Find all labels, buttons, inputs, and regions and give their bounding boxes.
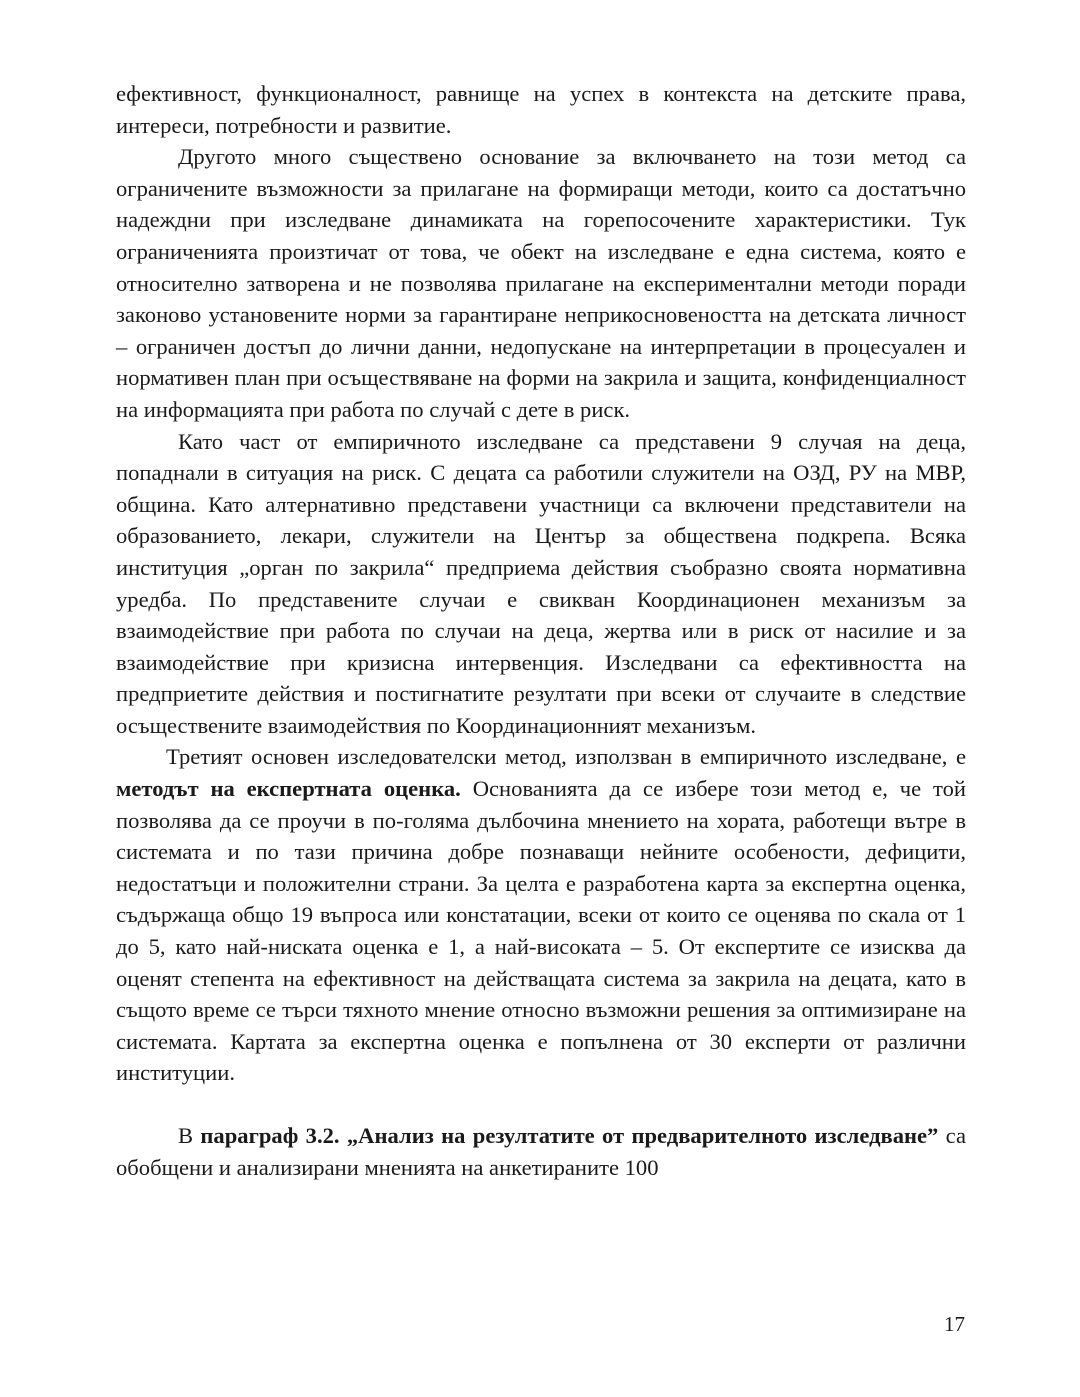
page-number: 17 (944, 1312, 965, 1336)
paragraph-section-reference (116, 1120, 966, 1183)
paragraph-method-justification: Другото много съществено основание за включването на този метод са ограничените възможности за прилагане на формиращи методи, които са достатъчно надеждни при изследване динамиката на горепосочените характеристики. Тук ограниченията произтичат от това, че обект на изследване е една система, която е относително затворена и не позволява прилагане на експериментални методи поради законово установените норми за гарантиране неприкосновеността на детската личност – ограничен достъп до лични данни, недопускане на интерпретации в процесуален и нормативен план при осъществяване на форми на закрила и защита, конфиденциалност на информацията при работа по случай с дете в риск. (116, 144, 966, 422)
bold-section-title: параграф 3.2. „Анализ на резултатите от предварителното изследване” (200, 1123, 939, 1148)
paragraph-text: Третият основен изследователски метод, използван в емпиричното изследване, е (166, 744, 966, 770)
paragraph-continuation: ефективност, функционалност, равнище на успех в контекста на детските права, интереси, потребности и развитие. (116, 81, 966, 138)
paragraph-text: Основанията да се избере този метод е, че той позволява да се проучи в по-голяма дълбочина мнението на хората, работещи вътре в системата и по тази причина добре познаващи нейните особености, дефицити, недостатъци и положителни страни. За целта е разработена карта за експертна оценка, съдържаща общо 19 въпроса или констатации, всеки от които се оценява по скала от 1 до 5, като най-ниската оценка е 1, а най-високата – 5. От експертите се изисква да оценят степента на ефективност на действащата система за закрила на децата, като в същото време се търси тяхното мнение относно възможни решения за оптимизиране на системата. Картата за експертна оценка е попълнена от 30 експерти от различни институции. (116, 776, 966, 1086)
paragraph-text: В (178, 1123, 201, 1148)
document-body (116, 78, 966, 1183)
bold-term: методът на експертната оценка. (116, 776, 461, 802)
paragraph-text: са обобщени и анализирани мненията на анкетираните 100 (116, 1123, 967, 1180)
paragraph-expert-assessment (116, 741, 966, 1089)
paragraph-case-studies: Като част от емпиричното изследване са представени 9 случая на деца, попаднали в ситуация на риск. С децата са работили служители на ОЗД, РУ на МВР, община. Като алтернативно представени участници са включени представители на образованието, лекари, служители на Център за обществена подкрепа. Всяка институция „орган по закрила“ предприема действия съобразно своята нормативна уредба. По представените случаи е свикван Координационен механизъм за взаимодействие при работа по случаи на деца, жертва или в риск от насилие и за взаимодействие при кризисна интервенция. Изследвани са ефективността на предприетите действия и постигнатите резултати при всеки от случаите в следствие осъществените взаимодействия по Координационният механизъм. (116, 428, 966, 738)
